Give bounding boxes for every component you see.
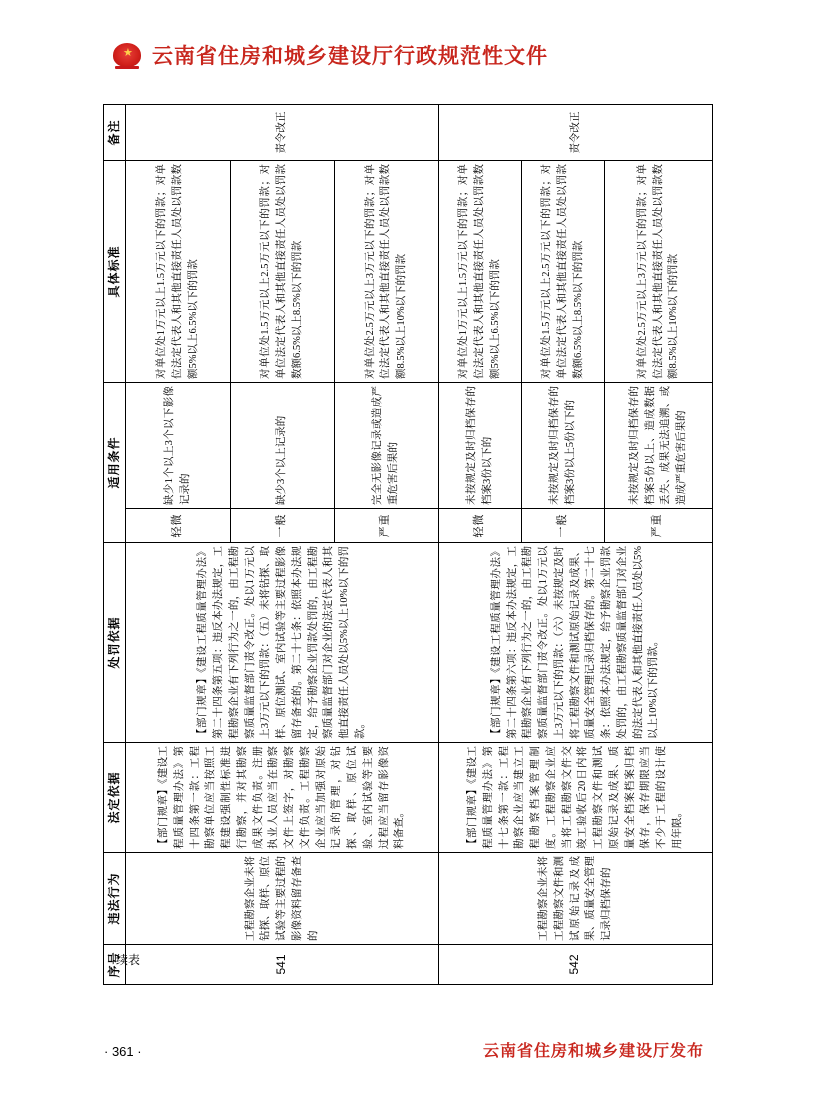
cell-penalty-basis: 【部门规章】《建设工程质量管理办法》第二十四条第五项：违反本办法规定，工程勘察企业有下列行为之一的，由工程勘察质量监督部门责令改正。处以1万元以上3万元以下的罚款：（五）未将钻探、取样、原位测试、室内试验等主要过程影像留存备查的。第二十七条：依照本办法规定，给予勘察企业罚款处罚的，由工程勘察质量监督部门对企业的法定代表人和其他直接责任人员处以5%以上10%以下的罚款。 xyxy=(126,543,438,743)
cell-specific-standard: 对单位处1.5万元以上2.5万元以下的罚款；对单位法定代表人和其他直接责任人员处以罚款数额6.5%以上8.5%以下的罚款 xyxy=(230,160,334,382)
cell-penalty-basis: 【部门规章】《建设工程质量管理办法》第二十四条第六项：违反本办法规定，工程勘察企业有下列行为之一的，由工程勘察质量监督部门责令改正。处以1万元以上3万元以下的罚款：（六）未按规定及时将工程勘察文件和测试原始记录及成果、质量安全管理记录归档保存的。第二十七条：依照本办法规定，给予勘察企业罚款处罚的，由工程勘察质量监督部门对企业的法定代表人和其他直接责任人员处以5%以上10%以下的罚款。 xyxy=(438,543,712,743)
cell-applicable-condition: 未按规定及时归档保存的档案5份以上、造成数据丢失、成果无法追溯、或造成严重危害后果的 xyxy=(604,382,712,508)
column-header-condition: 适用条件 xyxy=(104,382,126,542)
footer-organization: 云南省住房和城乡建设厅发布 xyxy=(482,1043,704,1060)
cell-illegal-act: 工程勘察企业未将工程勘察文件和测试原始记录及成果、质量安全管理记录归档保存的 xyxy=(438,853,712,945)
cell-note: 责令改正 xyxy=(438,104,712,160)
header-title: 云南省住房和城乡建设厅行政规范性文件 xyxy=(152,45,548,68)
continuation-label: 续表 xyxy=(116,953,141,967)
document-header xyxy=(112,40,548,70)
cell-legal-basis: 【部门规章】《建设工程质量管理办法》第十四条第一款：工程勘察单位应当按照工程建设强制性标准进行勘察，并对其勘察成果文件负责。注册执业人员应当在勘察文件上签字，对勘察文件负责。工程勘察企业应当加强对原始记录的管理，对钻探、取样、原位试验、室内试验等主要过程应当留存影像资料备查。 xyxy=(126,743,438,853)
cell-applicable-condition: 未按规定及时归档保存的档案3份以下的 xyxy=(438,382,521,508)
cell-severity-level: 轻微 xyxy=(438,509,521,543)
cell-applicable-condition: 缺少3个以上记录的 xyxy=(230,382,334,508)
cell-applicable-condition: 完全无影像记录或造成严重危害后果的 xyxy=(334,382,438,508)
cell-severity-level: 严重 xyxy=(334,509,438,543)
regulation-table-wrapper xyxy=(103,105,713,985)
cell-specific-standard: 对单位处2.5万元以上3万元以下的罚款；对单位法定代表人和其他直接责任人员处以罚款数额8.5%以上10%以下的罚款 xyxy=(334,160,438,382)
cell-applicable-condition: 缺少1个以上3个以下影像记录的 xyxy=(126,382,230,508)
cell-seq: 541 xyxy=(126,945,438,985)
cell-severity-level: 轻微 xyxy=(126,509,230,543)
cell-legal-basis: 【部门规章】《建设工程质量管理办法》第十七条第一款：工程勘察企业应当建立工程勘察档案管理制度。工程勘察企业应当将工程勘察文件交竣工验收后20日内将工程勘察文件和测试原始记录及成果、质量安全档案档案归档保存，保存期限应当不少于工程的设计使用年限。 xyxy=(438,743,712,853)
cell-severity-level: 严重 xyxy=(604,509,712,543)
cell-applicable-condition: 未按规定及时归档保存的档案3份以上5份以下的 xyxy=(521,382,604,508)
column-header-standard: 具体标准 xyxy=(104,160,126,382)
cell-specific-standard: 对单位处2.5万元以上3万元以下的罚款；对单位法定代表人和其他直接责任人员处以罚款数额8.5%以上10%以下的罚款 xyxy=(604,160,712,382)
table-row xyxy=(438,104,521,984)
cell-severity-level: 一般 xyxy=(521,509,604,543)
column-header-seq: 序号 xyxy=(104,945,126,985)
cell-specific-standard: 对单位处1万元以上1.5万元以下的罚款；对单位法定代表人和其他直接责任人员处以罚款数额5%以上6.5%以下的罚款 xyxy=(126,160,230,382)
table-row xyxy=(126,104,230,984)
national-emblem-icon: ★ xyxy=(112,40,142,70)
column-header-act: 违法行为 xyxy=(104,853,126,945)
cell-specific-standard: 对单位处1.5万元以上2.5万元以下的罚款；对单位法定代表人和其他直接责任人员处以罚款数额6.5%以上8.5%以下的罚款 xyxy=(521,160,604,382)
column-header-note: 备注 xyxy=(104,104,126,160)
cell-specific-standard: 对单位处1万元以上1.5万元以下的罚款；对单位法定代表人和其他直接责任人员处以罚款数额5%以上6.5%以下的罚款 xyxy=(438,160,521,382)
regulation-table xyxy=(103,104,713,985)
cell-illegal-act: 工程勘察企业未将钻探、取样、原位试验等主要过程的影像资料留存备查的 xyxy=(126,853,438,945)
cell-severity-level: 一般 xyxy=(230,509,334,543)
table-header-row xyxy=(104,104,126,984)
cell-note: 责令改正 xyxy=(126,104,438,160)
column-header-law: 法定依据 xyxy=(104,743,126,853)
column-header-basis: 处罚依据 xyxy=(104,543,126,743)
cell-seq: 542 xyxy=(438,945,712,985)
page-number: · 361 · xyxy=(104,1044,142,1059)
